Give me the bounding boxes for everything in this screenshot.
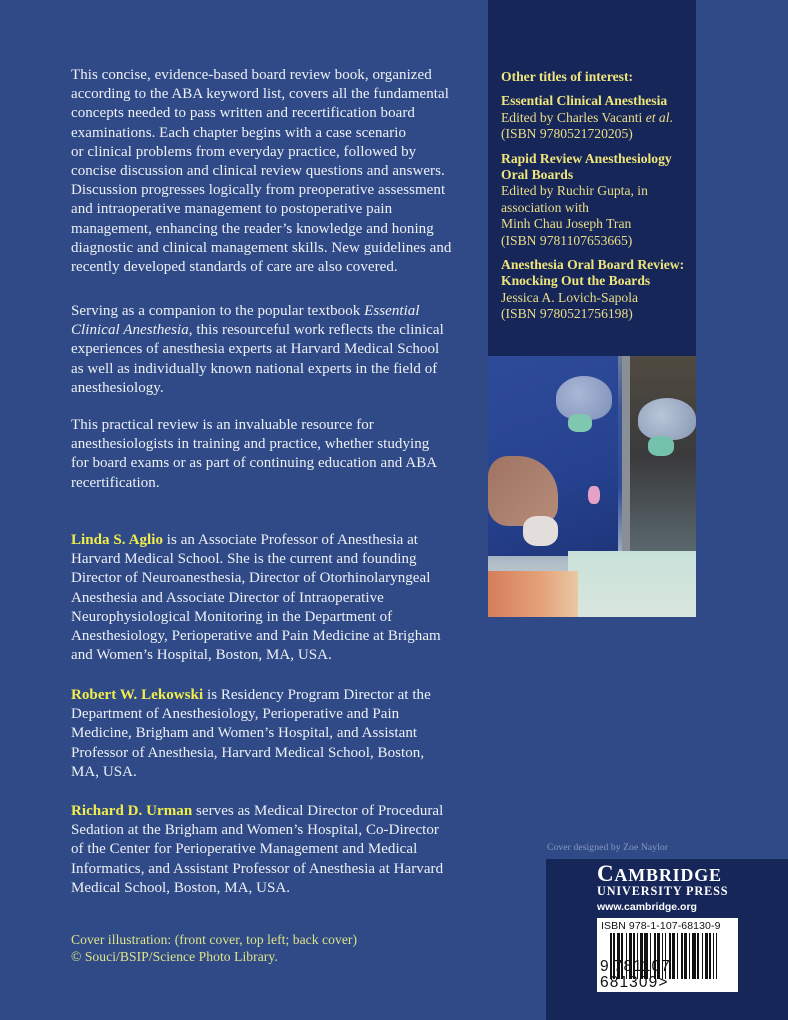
surgery-photo [488,356,696,617]
description-paragraph-2: Serving as a companion to the popular textbook Essential Clinical Anesthesia, this resourceful work reflects the clinical experiences of anesthesia experts at Harvard Medical School as well as individually known national experts in the field of anesthesiology. [71,303,444,396]
description-paragraph-3: This practical review is an invaluable resource for anesthesiologists in training and practice, whether studying for board exams or as part of continuing education and ABA recertification. [71,417,438,491]
author-bio-aglio: Linda S. Aglio is an Associate Professor of Anesthesia at Harvard Medical School. She is the current and founding Director of Neuroanesthesia, Director of Otorhinolaryngeal Anesthesia and Associate Director of Intraoperative Neurophysiological Monitoring in the Department of Anesthesiology, Perioperative and Pain Medicine at Brigham and Women’s Hospital, Boston, MA, USA. [71,532,441,664]
author-name: Linda S. Aglio [71,532,163,548]
related-book-rapid-review: Rapid Review Anesthesiology Oral Boards Edited by Ruchir Gupta, in association with Minh Chau Joseph Tran (ISBN 9781107653665) [501,151,696,249]
book-isbn: (ISBN 9780521756198) [501,306,633,322]
barcode-digits: 9 781107681309> [600,958,671,991]
companion-book-title: Essential [364,303,420,319]
author-name: Robert W. Lekowski [71,687,204,703]
publisher-logo: CAMBRIDGE [597,861,722,886]
book-title: Rapid Review Anesthesiology [501,150,672,166]
publisher-block [546,859,788,1020]
cover-illustration-credit: Cover illustration: (front cover, top left; back cover) © Souci/BSIP/Science Photo Library. [71,932,358,964]
isbn-barcode [597,918,738,992]
book-title: Essential Clinical Anesthesia [501,93,668,109]
book-title-cont: Knocking Out the Boards [501,273,651,289]
book-isbn: (ISBN 9781107653665) [501,232,633,248]
book-title: Anesthesia Oral Board Review: [501,257,685,273]
author-name: Richard D. Urman [71,803,193,819]
description-paragraph-1: This concise, evidence-based board review book, organized according to the ABA keyword list, covers all the fundamental concepts needed to pass written and recertification board examinations. Each chapter begins with a case scenario or clinical problems from everyday practice, followed by concise discussion and clinical review questions and answers. Discussion progresses logically from preoperative assessment and intraoperative management to postoperative pain management, enhancing the reader’s knowledge and honing diagnostic and clinical management skills. New guidelines and recently developed standards of care are also covered. [71,67,452,276]
other-titles-heading: Other titles of interest: [501,69,633,84]
book-isbn: (ISBN 9780521720205) [501,126,633,142]
related-book-essential-clinical-anesthesia: Essential Clinical Anesthesia Edited by Charles Vacanti et al. (ISBN 9780521720205) [501,93,696,142]
author-bio-lekowski: Robert W. Lekowski is Residency Program Director at the Department of Anesthesiology, Perioperative and Pain Medicine, Brigham and Women’s Hospital, and Assistant Professor of Anesthesia, Harvard Medical School, Boston, MA, USA. [71,687,431,780]
other-titles-list [501,69,696,331]
author-bio-urman: Richard D. Urman serves as Medical Director of Procedural Sedation at the Brigham and Women’s Hospital, Co-Director of the Center for Perioperative Management and Medical Informatics, and Assistant Professor of Anesthesia at Harvard Medical School, Boston, MA, USA. [71,803,444,896]
publisher-url: www.cambridge.org [597,901,697,913]
publisher-subtitle: UNIVERSITY PRESS [597,884,729,898]
related-book-oral-board-review: Anesthesia Oral Board Review: Knocking Out the Boards Jessica A. Lovich-Sapola (ISBN 9780521756198) [501,257,696,323]
companion-book-title-cont: Clinical Anesthesia [71,322,189,339]
other-titles-panel [488,0,696,617]
book-title-cont: Oral Boards [501,167,574,183]
isbn-label: ISBN 978-1-107-68130-9 [601,920,721,932]
cover-designer-credit: Cover designed by Zoe Naylor [547,842,669,853]
